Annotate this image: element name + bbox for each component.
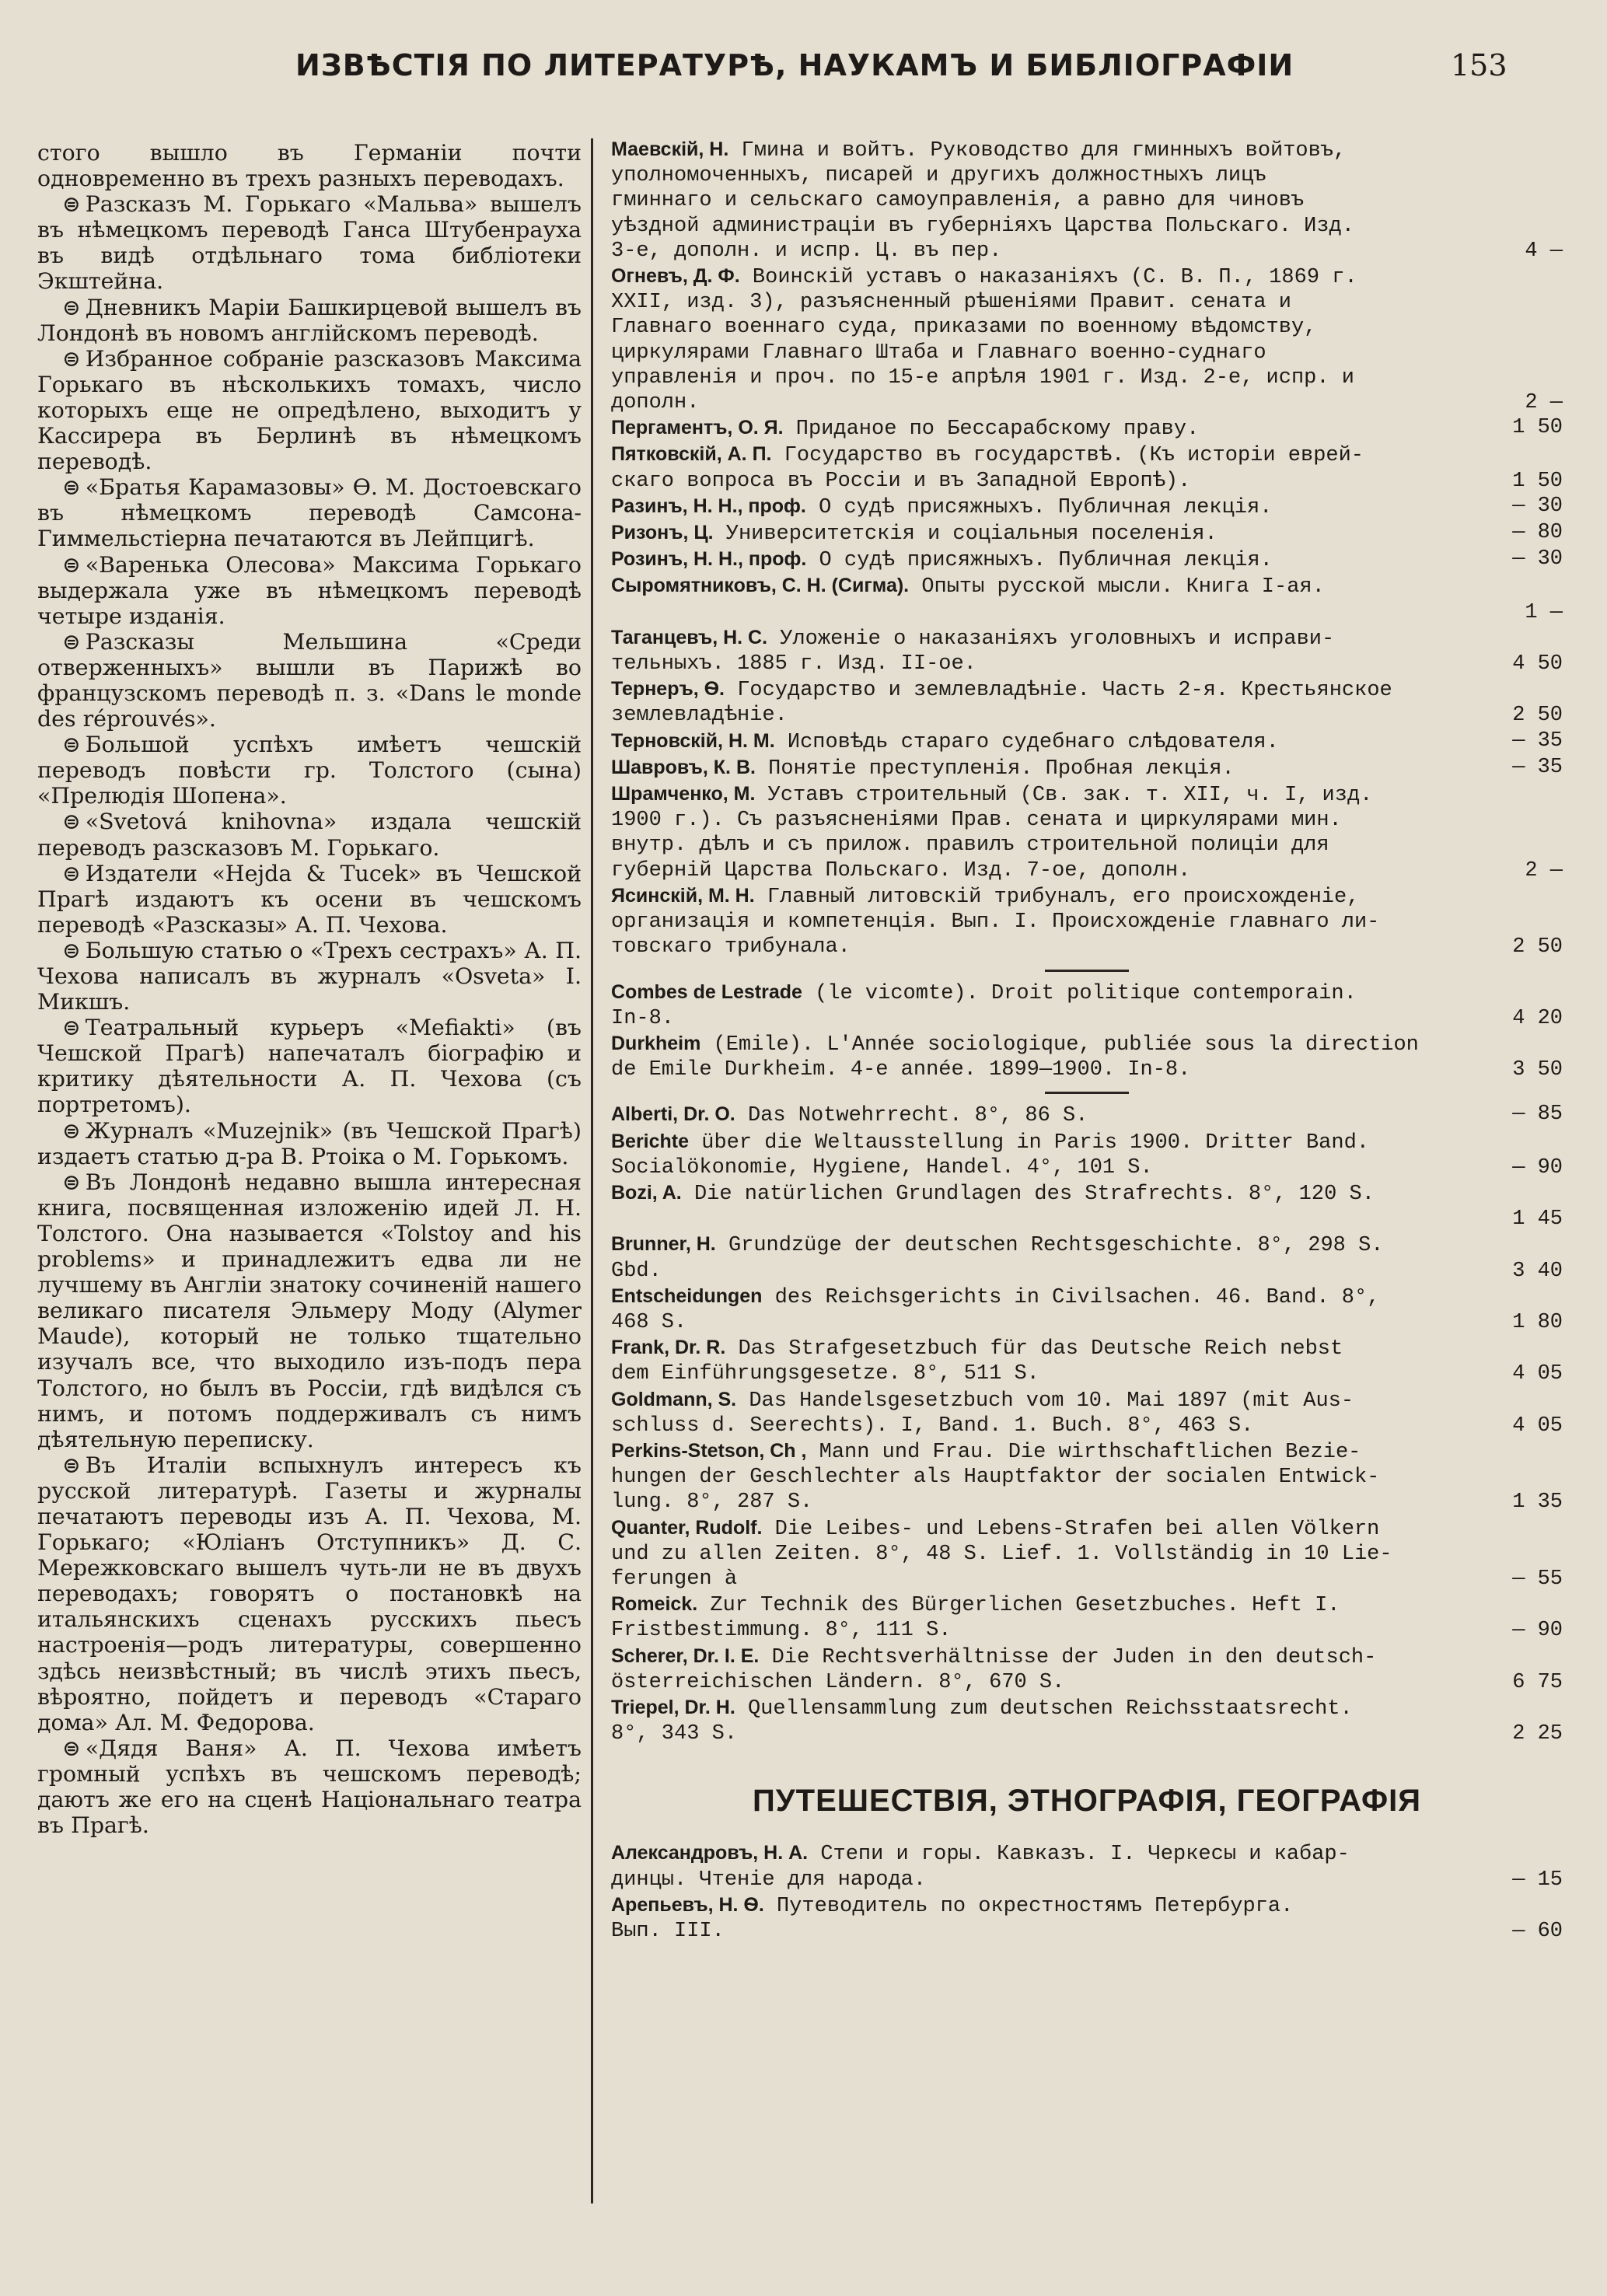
- travel-books-list: [611, 1840, 1563, 1944]
- entry-line: [611, 808, 1563, 833]
- news-paragraph: [37, 552, 582, 629]
- news-paragraph: [37, 1015, 582, 1117]
- paragraph-marker: ⊜: [62, 860, 81, 886]
- paragraph-text: Журналъ «Muzejnik» (въ Чешской Прагѣ) издаетъ статью д-ра В. Ртоіка о М. Горькомъ.: [37, 1117, 582, 1169]
- entry-line: [611, 214, 1563, 239]
- entry-text: 8°, 343 S.: [611, 1722, 738, 1746]
- entry-line: [611, 469, 1563, 494]
- entry-line: [611, 442, 1563, 468]
- entry-price: — 30: [1512, 494, 1563, 518]
- russian-books-list: [611, 137, 1563, 960]
- entry-price: 3 50: [1512, 1058, 1563, 1082]
- entry-line: [611, 1180, 1563, 1207]
- news-column: [37, 140, 582, 1838]
- paragraph-marker: ⊜: [62, 1452, 81, 1478]
- entry-line: [611, 1465, 1563, 1490]
- entry-text: уполномоченныхъ, писарей и другихъ должностныхъ лицъ: [611, 164, 1266, 188]
- entry-text: Исповѣдь стараго судебнаго слѣдователя.: [787, 730, 1279, 754]
- entry-author: Таганцевъ, Н. С.: [611, 626, 768, 648]
- entry-author: Triepel, Dr. H.: [611, 1696, 735, 1718]
- entry-author: Розинъ, Н. Н., проф.: [611, 548, 807, 571]
- entry-line: [611, 652, 1563, 676]
- entry-text: Степи и горы. Кавказъ. I. Черкесы и кабар-: [820, 1843, 1350, 1867]
- entry-author: Шавровъ, К. В.: [611, 756, 756, 778]
- bibliography-entry: [611, 1438, 1563, 1515]
- entry-line: [611, 1892, 1563, 1919]
- paragraph-marker: ⊜: [62, 294, 81, 320]
- paragraph-marker: ⊜: [62, 345, 81, 372]
- entry-line: [611, 163, 1563, 188]
- bibliography-entry: [611, 1031, 1563, 1082]
- entry-line: [611, 1284, 1563, 1310]
- news-paragraph: [37, 938, 582, 1015]
- entry-text: Die natürlichen Grundlagen des Strafrechts. 8°, 120 S.: [693, 1182, 1375, 1206]
- entry-text: 468 S.: [611, 1310, 687, 1334]
- bibliography-entry: [611, 1335, 1563, 1386]
- entry-line: [611, 833, 1563, 858]
- entry-line: [611, 1031, 1563, 1057]
- entry-author: Александровъ, Н. А.: [611, 1842, 809, 1864]
- bibliography-entry: [611, 781, 1563, 883]
- entry-text: скаго вопроса въ Россіи и въ Западной Европѣ).: [611, 469, 1191, 493]
- news-paragraph: [37, 295, 582, 346]
- entry-line: [611, 1542, 1563, 1567]
- paragraph-text: «Братья Карамазовы» Ѳ. М. Достоевскаго въ нѣмецкомъ переводѣ Самсона-Гиммельстіерна печатаются въ Лейпцигѣ.: [37, 474, 582, 552]
- entry-author: Шрамченко, М.: [611, 783, 756, 806]
- entry-text: über die Weltausstellung in Paris 1900. Dritter Band.: [701, 1131, 1369, 1155]
- entry-author: Ясинскій, М. Н.: [611, 884, 755, 907]
- entry-line: [611, 1129, 1563, 1155]
- news-paragraph: [37, 629, 582, 732]
- entry-line: [611, 264, 1563, 290]
- news-paragraph: [37, 1452, 582, 1735]
- entry-author: Entscheidungen: [611, 1284, 763, 1307]
- entry-text: Путеводитель по окрестностямъ Петербурга.: [777, 1894, 1294, 1918]
- column-divider: [591, 138, 593, 2203]
- entry-price: 2 25: [1512, 1722, 1563, 1746]
- bibliography-entry: [611, 1840, 1563, 1892]
- news-paragraph: [37, 1118, 582, 1169]
- entry-text: Das Notwehrrecht. 8°, 86 S.: [747, 1104, 1088, 1128]
- entry-price: 4 05: [1512, 1414, 1563, 1438]
- entry-text: Gbd.: [611, 1259, 662, 1283]
- entry-text: Zur Technik des Bürgerlichen Gesetzbuches. Heft I.: [710, 1594, 1340, 1618]
- page-number: 153: [1451, 48, 1507, 82]
- bibliography-entry: [611, 1892, 1563, 1944]
- entry-text: Университетскія и соціальныя поселенія.: [725, 522, 1217, 547]
- bibliography-entry: [611, 520, 1563, 547]
- paragraph-text: «Svetová knihovna» издала чешскій переводъ разсказовъ М. Горькаго.: [37, 809, 582, 861]
- entry-line: [611, 910, 1563, 935]
- entry-price: 1 50: [1512, 416, 1563, 440]
- entry-author: Combes de Lestrade: [611, 980, 802, 1003]
- entry-line: [611, 341, 1563, 365]
- bibliography-entry: [611, 573, 1563, 624]
- bibliography-column: [611, 137, 1563, 1944]
- bibliography-entry: [611, 755, 1563, 781]
- entry-price: 4 50: [1512, 652, 1563, 676]
- entry-author: Berichte: [611, 1130, 690, 1152]
- entry-line: [611, 1232, 1563, 1258]
- paragraph-marker: ⊜: [62, 809, 81, 835]
- news-paragraph: [37, 191, 582, 294]
- entry-text: Grundzüge der deutschen Rechtsgeschichte. 8°, 298 S.: [728, 1234, 1384, 1258]
- entry-line: [611, 315, 1563, 340]
- bibliography-entry: [611, 1129, 1563, 1180]
- entry-text: hungen der Geschlechter als Hauptfaktor der socialen Entwick-: [611, 1466, 1380, 1490]
- entry-author: Тернеръ, Ѳ.: [611, 678, 725, 701]
- entry-text: lung. 8°, 287 S.: [611, 1490, 813, 1515]
- entry-price: — 85: [1512, 1103, 1563, 1127]
- entry-text: 3-е, дополн. и испр. Ц. въ пер.: [611, 239, 1002, 263]
- bibliography-entry: [611, 494, 1563, 520]
- paragraph-marker: ⊜: [62, 191, 81, 218]
- entry-line: [611, 390, 1563, 415]
- bibliography-entry: [611, 442, 1563, 493]
- paragraph-marker: ⊜: [62, 474, 81, 501]
- news-paragraph: [37, 809, 582, 860]
- bibliography-entry: [611, 1695, 1563, 1746]
- entry-line: [611, 935, 1563, 959]
- paragraph-text: Разсказъ М. Горькаго «Мальва» вышелъ въ нѣмецкомъ переводѣ Ганса Штубенрауха въ видѣ отдѣльнаго тома библіотеки Экштейна.: [37, 191, 582, 295]
- section-separator: [1045, 1092, 1129, 1094]
- section-separator: [1045, 970, 1129, 972]
- entry-line: [611, 290, 1563, 315]
- entry-author: Терновскій, Н. М.: [611, 729, 775, 752]
- entry-author: Frank, Dr. R.: [611, 1337, 726, 1359]
- entry-text: 1900 г.). Съ разъясненіями Прав. сената и циркулярами мин.: [611, 809, 1342, 833]
- bibliography-entry: [611, 980, 1563, 1031]
- entry-text: землевладѣніе.: [611, 704, 788, 728]
- paragraph-text: Издатели «Hejda & Tucek» въ Чешской Прагѣ издаютъ къ осени въ чешскомъ переводѣ «Разсказы» А. П. Чехова.: [37, 860, 582, 938]
- entry-line: [611, 625, 1563, 652]
- entry-price: 4 20: [1512, 1006, 1563, 1030]
- entry-price: 1 —: [1525, 600, 1563, 624]
- paragraph-text: Въ Лондонѣ недавно вышла интересная книга, посвященная изложенію идей Л. Н. Толстого. Она называется «Tolstoy and his problems» и принадлежитъ едва ли не лучшему въ Англіи знатоку сочиненій нашего великаго писателя Эльмеру Моду (Alymer Maude), который не только тщательно изучалъ все, что выходило изъ-подъ пера Толстого, но былъ въ Россіи, гдѣ видѣлся съ нимъ, и потомъ поддерживалъ съ нимъ дѣятельную переписку.: [37, 1169, 582, 1452]
- entry-line: [611, 1840, 1563, 1867]
- bibliography-entry: [611, 1207, 1563, 1284]
- entry-line: [611, 1259, 1563, 1284]
- entry-line: [611, 858, 1563, 883]
- entry-text: Die Leibes- und Lebens-Strafen bei allen Völkern: [774, 1517, 1380, 1541]
- paragraph-marker: ⊜: [62, 628, 81, 655]
- entry-line: [611, 1387, 1563, 1414]
- entry-price: 2 —: [1525, 858, 1563, 882]
- entry-text: организація и компетенція. Вып. I. Происхожденіе главнаго ли-: [611, 910, 1380, 935]
- paragraph-text: стого вышло въ Германіи почти одновременно въ трехъ разныхъ переводахъ.: [37, 140, 582, 192]
- paragraph-text: Въ Италіи вспыхнулъ интересъ къ русской литературѣ. Газеты и журналы печатаютъ переводы изъ А. П. Чехова, М. Горькаго; «Юліанъ Отступникъ» Д. С. Мережковскаго вышелъ чуть-ли не въ двухъ переводахъ; говорятъ о постановкѣ на итальянскихъ сценахъ русскихъ пьесъ настроенія—родъ литературы, совершенно здѣсь неизвѣстный; въ числѣ этихъ пьесъ, вѣроятно, пойдетъ и переводъ «Стараго дома» Ал. М. Федорова.: [37, 1452, 582, 1735]
- paragraph-marker: ⊜: [62, 937, 81, 963]
- entry-text: XXII, изд. 3), разъясненный рѣшеніями Правит. сената и: [611, 291, 1291, 315]
- entry-text: und zu allen Zeiten. 8°, 48 S. Lief. 1. Vollständig in 10 Lie-: [611, 1542, 1392, 1566]
- news-paragraph: [37, 732, 582, 809]
- entry-text: Die Rechtsverhältnisse der Juden in den deutsch-: [771, 1645, 1377, 1669]
- paragraph-marker: ⊜: [62, 1117, 81, 1144]
- paragraph-marker: ⊜: [62, 1735, 81, 1761]
- entry-author: Ризонъ, Ц.: [611, 522, 714, 544]
- entry-line: [611, 1721, 1563, 1746]
- entry-author: Bozi, A.: [611, 1181, 682, 1204]
- entry-line: [611, 781, 1563, 808]
- entry-author: Perkins-Stetson, Ch ,: [611, 1439, 807, 1462]
- bibliography-entry: [611, 264, 1563, 415]
- entry-author: Brunner, H.: [611, 1233, 716, 1256]
- entry-price: — 90: [1512, 1155, 1563, 1179]
- entry-line: [611, 980, 1563, 1006]
- news-paragraph: [37, 1735, 582, 1838]
- entry-price: — 80: [1512, 521, 1563, 545]
- entry-price: — 15: [1512, 1868, 1563, 1892]
- entry-line: [611, 1515, 1563, 1542]
- entry-price: 1 80: [1512, 1310, 1563, 1334]
- entry-line: [611, 755, 1563, 781]
- entry-line: [611, 729, 1563, 755]
- entry-author: Пятковскій, А. П.: [611, 443, 772, 466]
- entry-line: [611, 676, 1563, 703]
- entry-line: [611, 1155, 1563, 1180]
- entry-author: Сыромятниковъ, С. Н. (Сигма).: [611, 575, 910, 597]
- entry-line: [611, 1414, 1563, 1438]
- paragraph-marker: ⊜: [62, 1015, 81, 1041]
- paragraph-text: «Варенька Олесова» Максима Горькаго выдержала уже въ нѣмецкомъ переводѣ четыре изданія.: [37, 551, 582, 629]
- running-header: [0, 48, 1607, 95]
- entry-text: Вып. III.: [611, 1920, 725, 1943]
- entry-line: [611, 1490, 1563, 1515]
- entry-line: [611, 1592, 1563, 1618]
- bibliography-entry: [611, 1387, 1563, 1438]
- journal-title: ИЗВѢСТІЯ ПО ЛИТЕРАТУРѢ, НАУКАМЪ И БИБЛІОГРАФІИ: [295, 48, 1294, 82]
- news-paragraph: [37, 140, 582, 191]
- paragraph-text: Разсказы Мельшина «Среди отверженныхъ» вышли въ Парижѣ во французскомъ переводѣ п. з. «Dans le monde des réprouvés».: [37, 628, 582, 732]
- entry-line: [611, 1310, 1563, 1335]
- entry-price: 6 75: [1512, 1670, 1563, 1694]
- entry-text: Гмина и войтъ. Руководство для гминныхъ войтовъ,: [741, 139, 1347, 163]
- entry-line: [611, 415, 1563, 442]
- entry-text: dem Einführungsgesetze. 8°, 511 S.: [611, 1362, 1039, 1386]
- entry-line: [611, 1006, 1563, 1031]
- bibliography-entry: [611, 415, 1563, 442]
- entry-author: Маевскій, Н.: [611, 138, 729, 160]
- entry-text: de Emile Durkheim. 4-e année. 1899—1900. In-8.: [611, 1058, 1191, 1082]
- entry-price: — 60: [1512, 1920, 1563, 1943]
- entry-author: Разинъ, Н. Н., проф.: [611, 494, 806, 517]
- german-books-list: [611, 1102, 1563, 1746]
- entry-line: [611, 1670, 1563, 1695]
- entry-author: Огневъ, Д. Ф.: [611, 265, 740, 288]
- entry-author: Scherer, Dr. I. E.: [611, 1644, 760, 1667]
- paragraph-text: Дневникъ Маріи Башкирцевой вышелъ въ Лондонѣ въ новомъ англійскомъ переводѣ.: [37, 294, 582, 346]
- entry-line: [611, 239, 1563, 264]
- entry-price: 1 45: [1512, 1207, 1563, 1232]
- entry-text: Mann und Frau. Die wirthschaftlichen Bezie-: [819, 1440, 1361, 1464]
- entry-text: In-8.: [611, 1006, 675, 1030]
- entry-text: schluss d. Seerechts). I, Band. 1. Buch. 8°, 463 S.: [611, 1414, 1254, 1438]
- paragraph-marker: ⊜: [62, 732, 81, 758]
- entry-text: Главный литовскій трибуналъ, его происхожденіе,: [767, 885, 1360, 909]
- entry-line: [611, 520, 1563, 547]
- bibliography-entry: [611, 1644, 1563, 1695]
- entry-price: — 30: [1512, 547, 1563, 571]
- entry-text: Воинскій уставъ о наказаніяхъ (С. В. П., 1869 г.: [752, 266, 1357, 290]
- entry-line: [611, 1361, 1563, 1386]
- entry-line: [611, 1438, 1563, 1465]
- bibliography-entry: [611, 547, 1563, 573]
- entry-line: [611, 1868, 1563, 1892]
- entry-text: динцы. Чтеніе для народа.: [611, 1868, 927, 1892]
- entry-text: дополн.: [611, 391, 700, 415]
- paragraph-marker: ⊜: [62, 551, 81, 578]
- entry-text: Государство и землевладѣніе. Часть 2-я. Крестьянское: [737, 679, 1392, 703]
- entry-price: 1 50: [1512, 469, 1563, 493]
- section-heading: ПУТЕШЕСТВІЯ, ЭТНОГРАФІЯ, ГЕОГРАФІЯ: [753, 1784, 1421, 1819]
- bibliography-entry: [611, 600, 1563, 677]
- entry-text: Государство въ государствѣ. (Къ исторіи еврей-: [784, 444, 1364, 468]
- paragraph-marker: ⊜: [62, 1169, 81, 1195]
- entry-author: Пергаментъ, О. Я.: [611, 417, 784, 439]
- entry-text: Опыты русской мысли. Книга I-ая.: [921, 575, 1325, 599]
- entry-line: [611, 494, 1563, 520]
- entry-line: [611, 547, 1563, 573]
- entry-line: [611, 703, 1563, 728]
- entry-text: Fristbestimmung. 8°, 111 S.: [611, 1619, 952, 1643]
- entry-author: Goldmann, S.: [611, 1388, 737, 1410]
- entry-text: внутр. дѣлъ и съ прилож. правилъ строительной полиціи для: [611, 833, 1329, 858]
- entry-text: Приданое по Бессарабскому праву.: [795, 418, 1200, 442]
- bibliography-entry: [611, 676, 1563, 728]
- entry-price: — 35: [1512, 755, 1563, 779]
- bibliography-entry: [611, 1515, 1563, 1592]
- news-paragraph: [37, 1169, 582, 1452]
- entry-text: Socialökonomie, Hygiene, Handel. 4°, 101 S.: [611, 1155, 1153, 1179]
- news-paragraph: [37, 346, 582, 474]
- entry-price: — 35: [1512, 729, 1563, 753]
- bibliography-entry: [611, 1592, 1563, 1643]
- entry-text: Quellensammlung zum deutschen Reichsstaatsrecht.: [747, 1697, 1353, 1721]
- entry-author: Romeick.: [611, 1593, 698, 1616]
- entry-text: тельныхъ. 1885 г. Изд. II-ое.: [611, 652, 976, 676]
- entry-text: уѣздной администраціи въ губерніяхъ Царства Польскаго. Изд.: [611, 214, 1354, 238]
- entry-line: [611, 1567, 1563, 1592]
- bibliography-entry: [611, 1180, 1563, 1232]
- entry-price: 2 50: [1512, 935, 1563, 959]
- bibliography-entry: [611, 137, 1563, 264]
- entry-line: [611, 1335, 1563, 1361]
- paragraph-text: Избранное собраніе разсказовъ Максима Горькаго въ нѣсколькихъ томахъ, число которыхъ еще не опредѣлено, выходитъ у Кассирера въ Берлинѣ въ нѣмецкомъ переводѣ.: [37, 345, 582, 475]
- entry-author: Арепьевъ, Н. Ѳ.: [611, 1893, 764, 1916]
- entry-text: (le vicomte). Droit politique contemporain.: [815, 981, 1357, 1005]
- french-books-list: [611, 980, 1563, 1083]
- entry-text: ferungen à: [611, 1567, 738, 1591]
- paragraph-text: Театральный курьеръ «Mefiakti» (въ Чешской Прагѣ) напечаталъ біографію и критику дѣятельности А. П. Чехова (съ портретомъ).: [37, 1015, 582, 1118]
- entry-text: Das Handelsgesetzbuch vom 10. Mai 1897 (mit Aus-: [749, 1389, 1354, 1413]
- entry-text: österreichischen Ländern. 8°, 670 S.: [611, 1670, 1065, 1694]
- entry-text: губерній Царства Польскаго. Изд. 7-ое, дополн.: [611, 858, 1191, 882]
- entry-line: [611, 1057, 1563, 1082]
- entry-price: — 55: [1512, 1567, 1563, 1591]
- entry-line: [611, 573, 1563, 599]
- news-paragraph: [37, 861, 582, 938]
- entry-text: Понятіе преступленія. Пробная лекція.: [768, 757, 1235, 781]
- entry-author: Quanter, Rudolf.: [611, 1516, 763, 1539]
- bibliography-entry: [611, 729, 1563, 755]
- news-paragraph: [37, 474, 582, 551]
- entry-line: [611, 1644, 1563, 1670]
- entry-price: 4 05: [1512, 1362, 1563, 1386]
- entry-text: des Reichsgerichts in Civilsachen. 46. Band. 8°,: [774, 1285, 1380, 1309]
- entry-author: Alberti, Dr. O.: [611, 1103, 735, 1126]
- entry-text: гминнаго и сельскаго самоуправленія, а равно для чиновъ: [611, 189, 1305, 213]
- entry-line: [611, 188, 1563, 213]
- entry-price: 2 —: [1525, 391, 1563, 415]
- entry-line: [611, 365, 1563, 390]
- entry-text: Das Strafgesetzbuch für das Deutsche Reich nebst: [738, 1337, 1343, 1361]
- entry-line: [611, 1919, 1563, 1944]
- paragraph-text: Большой успѣхъ имѣетъ чешскій переводъ повѣсти гр. Толстого (сына) «Прелюдія Шопена».: [37, 732, 582, 809]
- entry-line: [611, 1695, 1563, 1721]
- entry-price: 2 50: [1512, 704, 1563, 728]
- entry-price: 1 35: [1512, 1490, 1563, 1515]
- entry-line: [611, 883, 1563, 910]
- entry-text: циркулярами Главнаго Штаба и Главнаго военно-суднаго: [611, 341, 1266, 365]
- entry-author: Durkheim: [611, 1032, 701, 1054]
- entry-line: [611, 137, 1563, 163]
- entry-price: — 90: [1512, 1619, 1563, 1643]
- entry-text: Главнаго военнаго суда, приказами по военному вѣдомству,: [611, 316, 1317, 340]
- entry-line: [611, 1618, 1563, 1643]
- entry-price: 3 40: [1512, 1259, 1563, 1283]
- entry-text: Уставъ строительный (Св. зак. т. XII, ч. I, изд.: [767, 784, 1373, 808]
- entry-line: [611, 1102, 1563, 1128]
- entry-price: 4 —: [1525, 239, 1563, 263]
- bibliography-entry: [611, 1284, 1563, 1335]
- entry-text: О судѣ присяжныхъ. Публичная лекція.: [819, 495, 1273, 519]
- entry-text: товскаго трибунала.: [611, 935, 851, 959]
- paragraph-text: Большую статью о «Трехъ сестрахъ» А. П. Чехова написалъ въ журналъ «Osveta» I. Микшъ.: [37, 937, 582, 1015]
- entry-text: (Emile). L'Année sociologique, publiée sous la direction: [713, 1033, 1419, 1057]
- bibliography-entry: [611, 883, 1563, 960]
- entry-text: Уложеніе о наказаніяхъ уголовныхъ и исправи-: [780, 627, 1335, 651]
- entry-text: управленія и проч. по 15-е апрѣля 1901 г. Изд. 2-е, испр. и: [611, 365, 1354, 390]
- entry-text: О судѣ присяжныхъ. Публичная лекція.: [819, 549, 1273, 573]
- paragraph-text: «Дядя Ваня» А. П. Чехова имѣетъ громный успѣхъ въ чешскомъ переводѣ; даютъ же его на сценѣ Національнаго театра въ Прагѣ.: [37, 1735, 582, 1839]
- bibliography-entry: [611, 1102, 1563, 1128]
